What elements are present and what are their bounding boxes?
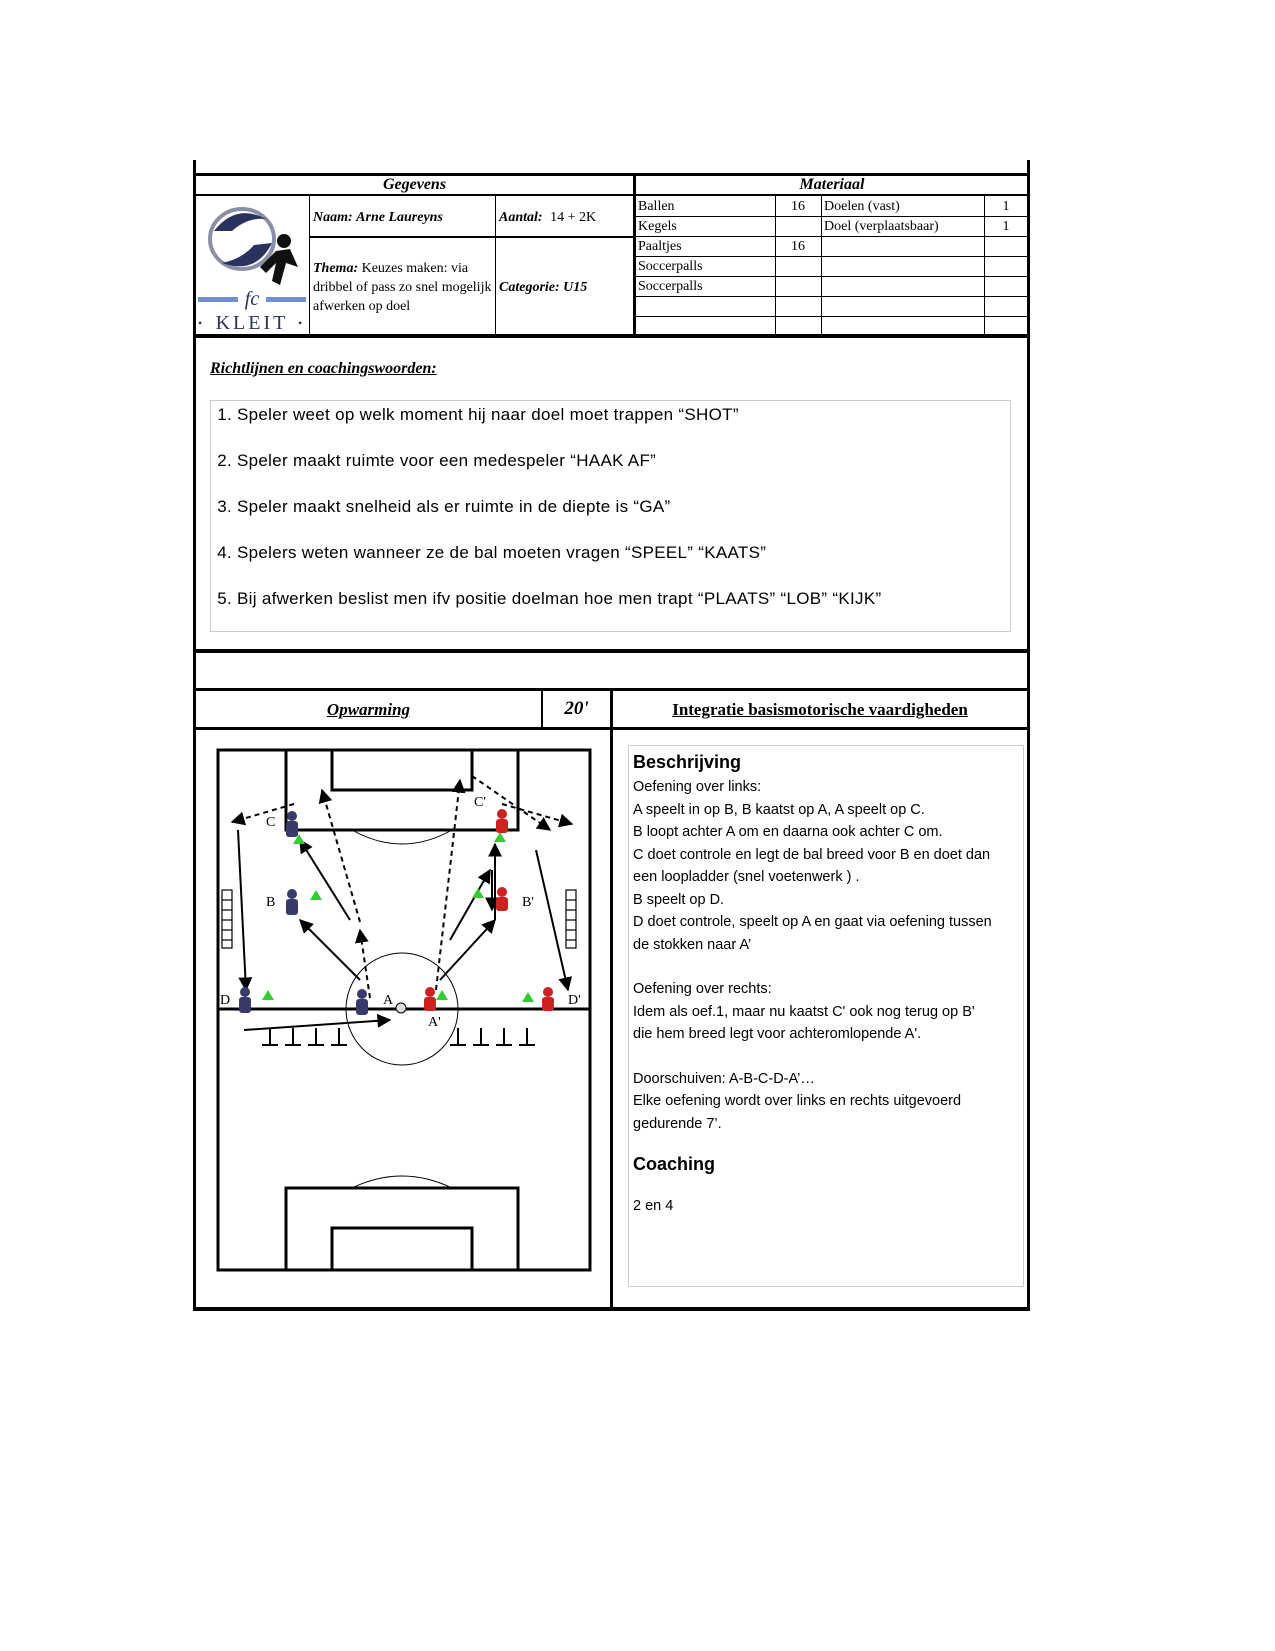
materiaal-item2: Doelen (vast): [824, 199, 900, 214]
materiaal-item: Ballen: [638, 199, 675, 214]
description-line: gedurende 7’.: [633, 1115, 722, 1132]
pass-arrows: [238, 830, 568, 1030]
thema-label: Thema:: [313, 261, 359, 276]
player-c-prime: [496, 809, 508, 833]
richtlijnen-title: Richtlijnen en coachingswoorden:: [210, 360, 437, 377]
aantal-label: Aantal:: [499, 210, 543, 225]
materiaal-qty: 16: [791, 239, 805, 254]
club-logo: [196, 197, 308, 335]
description-line: D doet controle, speelt op A en gaat via oefening tussen: [633, 914, 992, 930]
description-line: die hem breed legt voor achteromlopende A'.: [633, 1026, 922, 1042]
materiaal-item: Kegels: [638, 219, 677, 234]
materiaal-qty2: 1: [1002, 219, 1010, 234]
description-line: de stokken naar A’: [633, 936, 752, 953]
player-b-prime: [496, 887, 508, 911]
player-d-prime: [542, 987, 554, 1011]
players-right: [424, 809, 554, 1011]
label-a-prime: A': [428, 1015, 441, 1030]
thema-value: Keuzes maken: via dribbel of pass zo snel mogelijk afwerken op doel: [313, 261, 492, 314]
agility-ladder-left: [222, 890, 232, 948]
gegevens-title: Gegevens: [382, 176, 447, 193]
coaching-box: [210, 400, 1011, 632]
svg-text:fc: fc: [244, 288, 260, 310]
description-line: C doet controle en legt de bal breed voor B en doet dan: [633, 846, 991, 863]
svg-text:•: •: [198, 316, 203, 330]
label-c-prime: C': [474, 795, 486, 810]
coaching-text: 2 en 4: [633, 1198, 674, 1214]
agility-ladder-right: [566, 890, 576, 948]
naam-value: Arne Laureyns: [356, 210, 443, 225]
materiaal-item: Soccerpalls: [638, 279, 703, 294]
label-d: D: [220, 993, 231, 1008]
coaching-point: 1. Speler weet op welk moment hij naar doel moet trappen “SHOT”: [237, 405, 1010, 425]
ball: [396, 1003, 406, 1013]
player-a: [356, 989, 368, 1015]
coaching-point: 3. Speler maakt snelheid als er ruimte in de diepte is “GA”: [237, 497, 1010, 517]
poles: [262, 1028, 535, 1045]
naam-field: [313, 209, 443, 227]
player-c: [286, 811, 298, 837]
coaching-title: Coaching: [633, 1154, 716, 1174]
aantal-field: [499, 209, 596, 227]
pitch-svg: [210, 740, 600, 1280]
svg-text:•: •: [298, 316, 303, 330]
run-arrows: [232, 776, 572, 998]
materiaal-item2: Doel (verplaatsbaar): [824, 219, 939, 234]
player-b: [286, 889, 298, 915]
description-box: [628, 745, 1024, 1287]
duration: 20': [564, 698, 589, 719]
coaching-point: 4. Spelers weten wanneer ze de bal moeten vragen “SPEEL” “KAATS”: [237, 543, 1010, 563]
materiaal-item: Soccerpalls: [638, 259, 703, 274]
coaching-point: 2. Speler maakt ruimte voor een medespeler “HAAK AF”: [237, 451, 1010, 471]
label-b: B: [266, 895, 276, 910]
description-text: [633, 776, 1021, 1135]
description-line: Doorschuiven: A-B-C-D-A’…: [633, 1070, 815, 1087]
description-line: een loopladder (snel voetenwerk ) .: [633, 869, 860, 885]
materiaal-qty: 16: [791, 199, 805, 214]
materiaal-item: Paaltjes: [638, 239, 682, 254]
materiaal-title: Materiaal: [799, 176, 865, 193]
player-a-prime: [424, 987, 436, 1011]
description-line: Elke oefening wordt over links en rechts uitgevoerd: [633, 1093, 962, 1109]
categorie-value: U15: [563, 280, 588, 295]
player-d: [239, 987, 251, 1013]
svg-text:KLEIT: KLEIT: [215, 312, 289, 334]
coaching-point: 5. Bij afwerken beslist men ifv positie doelman hoe men trapt “PLAATS” “LOB” “KIJK”: [237, 589, 1010, 609]
description-line: Oefening over links:: [633, 779, 762, 795]
label-b-prime: B': [522, 895, 534, 910]
description-line: A speelt in op B, B kaatst op A, A speelt op C.: [633, 801, 925, 818]
naam-label: Naam:: [313, 210, 353, 225]
opwarming-title: Opwarming: [326, 700, 411, 719]
categorie-label: Categorie:: [499, 280, 560, 295]
label-d-prime: D': [568, 993, 581, 1008]
label-a: A: [383, 993, 394, 1008]
description-line: B loopt achter A om en daarna ook achter C om.: [633, 824, 943, 840]
label-c: C: [266, 815, 276, 830]
thema-field: [313, 259, 493, 316]
club-logo-graphic: [196, 197, 308, 335]
description-line: Idem als oef.1, maar nu kaatst C' ook nog terug op B': [633, 1003, 975, 1020]
beschrijving-title: Beschrijving: [633, 752, 742, 772]
penalty-arc-bottom: [352, 1176, 452, 1188]
penalty-arc-top: [352, 830, 452, 844]
exercise-diagram: [210, 740, 600, 1280]
categorie-field: [499, 279, 587, 297]
description-line: Oefening over rechts:: [633, 981, 772, 997]
aantal-value: 14 + 2K: [550, 210, 597, 225]
cones: [262, 832, 534, 1002]
exercise-theme: Integratie basismotorische vaardigheden: [672, 700, 968, 719]
materiaal-qty2: 1: [1002, 199, 1010, 214]
description-line: B speelt op D.: [633, 891, 725, 908]
